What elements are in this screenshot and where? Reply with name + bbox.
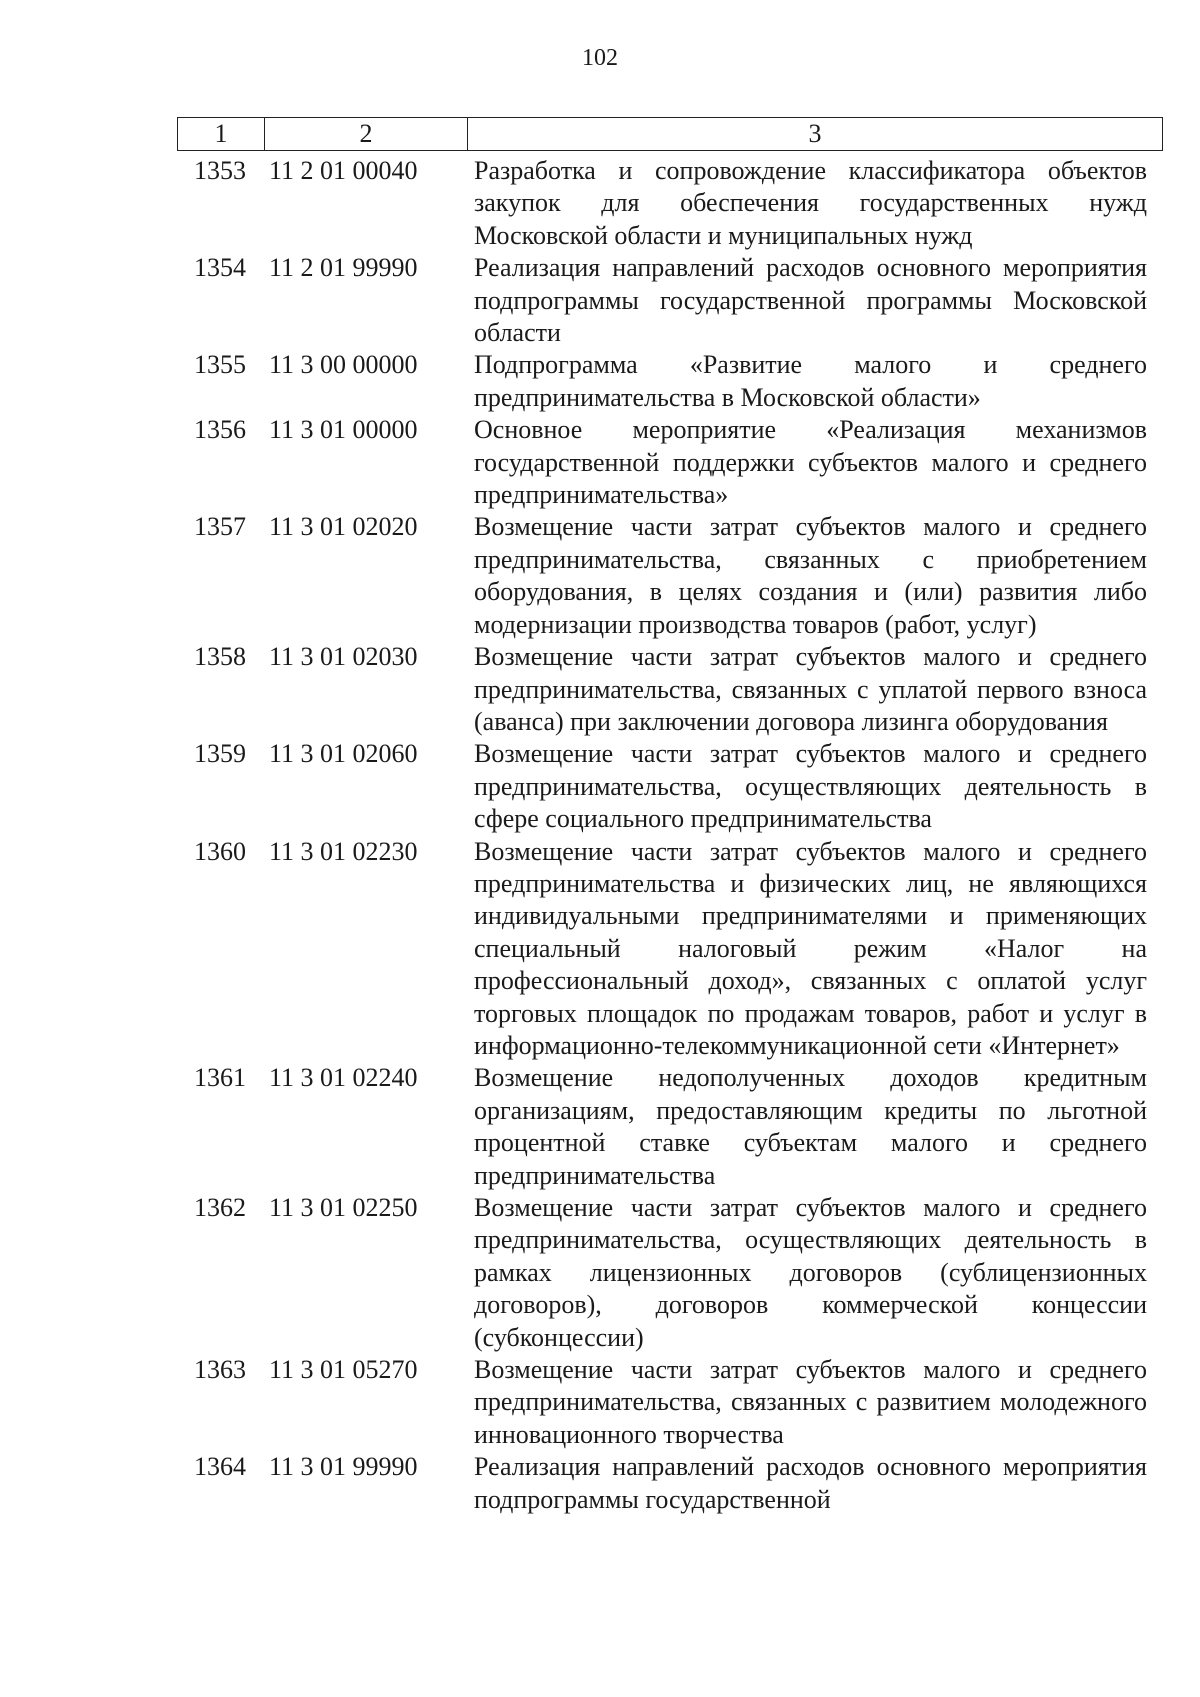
row-number: 1360 [194, 836, 246, 866]
row-code: 11 3 01 02250 [269, 1193, 418, 1222]
header-col-1: 1 [178, 118, 265, 151]
row-number: 1359 [194, 739, 246, 769]
table-row [177, 414, 1163, 511]
table-header [177, 117, 1163, 151]
row-code: 11 3 01 05270 [269, 1355, 418, 1385]
row-number: 1362 [194, 1193, 246, 1222]
row-description: Возмещение части затрат субъектов малого и среднего предпринимательства, связанных с приобретением оборудования, в целях создания и (или) развития либо модернизации производства товаров (работ, услуг) [474, 512, 1147, 639]
row-code: 11 3 01 99990 [269, 1452, 418, 1482]
row-description: Возмещение части затрат субъектов малого и среднего предпринимательства, связанных с уплатой первого взноса (аванса) при заключении договора лизинга оборудования [474, 642, 1147, 736]
table-body [177, 155, 1163, 1516]
table-row [177, 1354, 1163, 1451]
row-description: Возмещение части затрат субъектов малого и среднего предпринимательства, осуществляющих деятельность в сфере социального предпринимательства [474, 739, 1147, 834]
table-row [177, 511, 1163, 641]
row-code: 11 3 01 00000 [269, 415, 418, 445]
row-code: 11 3 01 02230 [269, 836, 418, 866]
table-row [177, 641, 1163, 738]
row-description: Подпрограмма «Развитие малого и среднего предпринимательства в Московской области» [474, 350, 1147, 412]
row-number: 1355 [194, 350, 246, 380]
row-description: Реализация направлений расходов основного мероприятия подпрограммы государственной [474, 1452, 1147, 1514]
row-description: Реализация направлений расходов основного мероприятия подпрограммы государственной программы Московской области [474, 253, 1147, 348]
row-number: 1354 [194, 253, 246, 283]
row-code: 11 3 01 02240 [269, 1063, 418, 1093]
page-number: 102 [582, 45, 618, 71]
table-row [177, 1192, 1163, 1354]
table-row [177, 252, 1163, 349]
table-row [177, 349, 1163, 414]
row-number: 1361 [194, 1063, 246, 1093]
row-number: 1363 [194, 1355, 246, 1385]
row-description: Разработка и сопровождение классификатора объектов закупок для обеспечения государственных нужд Московской области и муниципальных нужд [474, 156, 1147, 250]
table-row [177, 1451, 1163, 1516]
header-col-2: 2 [265, 118, 468, 151]
header-col-3: 3 [468, 118, 1163, 151]
row-description: Основное мероприятие «Реализация механизмов государственной поддержки субъектов малого и среднего предпринимательства» [474, 415, 1147, 510]
row-number: 1358 [194, 642, 246, 672]
row-description: Возмещение недополученных доходов кредитным организациям, предоставляющим кредиты по льготной процентной ставке субъектам малого и среднего предпринимательства [474, 1063, 1147, 1190]
row-description: Возмещение части затрат субъектов малого и среднего предпринимательства и физических лиц, не являющихся индивидуальными предпринимателями и применяющих специальный налоговый режим «Налог на профессиональный доход», связанных с оплатой услуг торговых площадок по продажам товаров, работ и услуг в информационно-телекоммуникационной сети «Интернет» [474, 836, 1147, 1060]
row-description: Возмещение части затрат субъектов малого и среднего предпринимательства, осуществляющих деятельность в рамках лицензионных договоров (сублицензионных договоров), договоров коммерческой концессии (субконцессии) [474, 1193, 1147, 1352]
row-code: 11 3 01 02060 [269, 739, 418, 769]
table-row [177, 836, 1163, 1063]
row-code: 11 3 00 00000 [269, 350, 418, 380]
table-row [177, 1062, 1163, 1192]
row-description: Возмещение части затрат субъектов малого и среднего предпринимательства, связанных с развитием молодежного инновационного творчества [474, 1355, 1147, 1449]
row-code: 11 3 01 02030 [269, 642, 418, 672]
row-number: 1356 [194, 415, 246, 445]
row-number: 1353 [194, 156, 246, 185]
row-number: 1364 [194, 1452, 246, 1482]
table-row [177, 155, 1163, 252]
row-code: 11 2 01 99990 [269, 253, 418, 283]
row-code: 11 3 01 02020 [269, 512, 418, 542]
row-code: 11 2 01 00040 [269, 156, 418, 185]
table-row [177, 738, 1163, 835]
row-number: 1357 [194, 512, 246, 542]
